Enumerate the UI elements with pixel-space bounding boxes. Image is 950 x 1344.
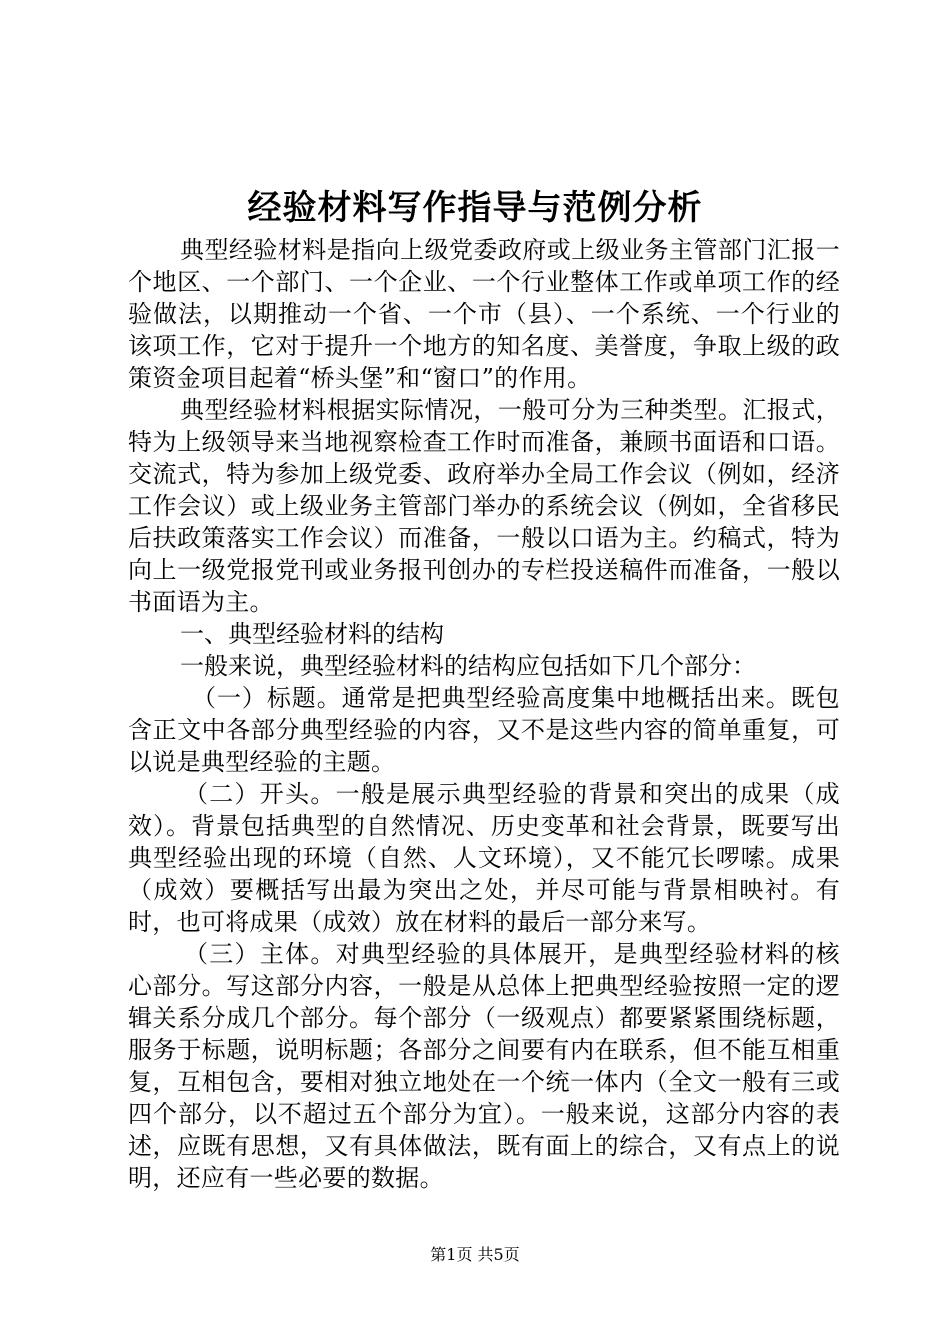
paragraph-title-part: （一）标题。通常是把典型经验高度集中地概括出来。既包含正文中各部分典型经验的内容，又不是这些内容的简单重复，可以说是典型经验的主题。 [128,684,840,776]
document-title: 经验材料写作指导与范例分析 [247,188,703,228]
paragraph-body-part: （三）主体。对典型经验的具体展开，是典型经验材料的核心部分。写这部分内容，一般是从总体上把典型经验按照一定的逻辑关系分成几个部分。每个部分（一级观点）都要紧紧围绕标题，服务于标题，说明标题；各部分之间要有内在联系，但不能互相重复，互相包含，要相对独立地处在一个统一体内（全文一般有三或四个部分，以不超过五个部分为宜）。一般来说，这部分内容的表述，应既有思想，又有具体做法，既有面上的综合，又有点上的说明，还应有一些必要的数据。 [128,940,840,1192]
paragraph-opening-part: （二）开头。一般是展示典型经验的背景和突出的成果（成效）。背景包括典型的自然情况、历史变革和社会背景，既要写出典型经验出现的环境（自然、人文环境），又不能冗长啰嗦。成果（成效）要概括写出最为突出之处，并尽可能与背景相映衬。有时，也可将成果（成效）放在材料的最后一部分来写。 [128,780,840,936]
paragraph-structure-intro: 一般来说，典型经验材料的结构应包括如下几个部分： [180,652,756,680]
section-heading-structure: 一、典型经验材料的结构 [180,620,444,648]
paragraph-types: 典型经验材料根据实际情况，一般可分为三种类型。汇报式，特为上级领导来当地视察检查工作时而准备，兼顾书面语和口语。交流式，特为参加上级党委、政府举办全局工作会议（例如，经济工作会议）或上级业务主管部门举办的系统会议（例如，全省移民后扶政策落实工作会议）而准备，一般以口语为主。约稿式，特为向上一级党报党刊或业务报刊创办的专栏投送稿件而准备，一般以书面语为主。 [128,396,840,616]
document-body [128,234,840,1194]
page-footer: 第1页 共5页 [430,1245,520,1264]
paragraph-intro: 典型经验材料是指向上级党委政府或上级业务主管部门汇报一个地区、一个部门、一个企业、一个行业整体工作或单项工作的经验做法，以期推动一个省、一个市（县）、一个系统、一个行业的该项工作，它对于提升一个地方的知名度、美誉度，争取上级的政策资金项目起着“桥头堡”和“窗口”的作用。 [128,236,840,392]
